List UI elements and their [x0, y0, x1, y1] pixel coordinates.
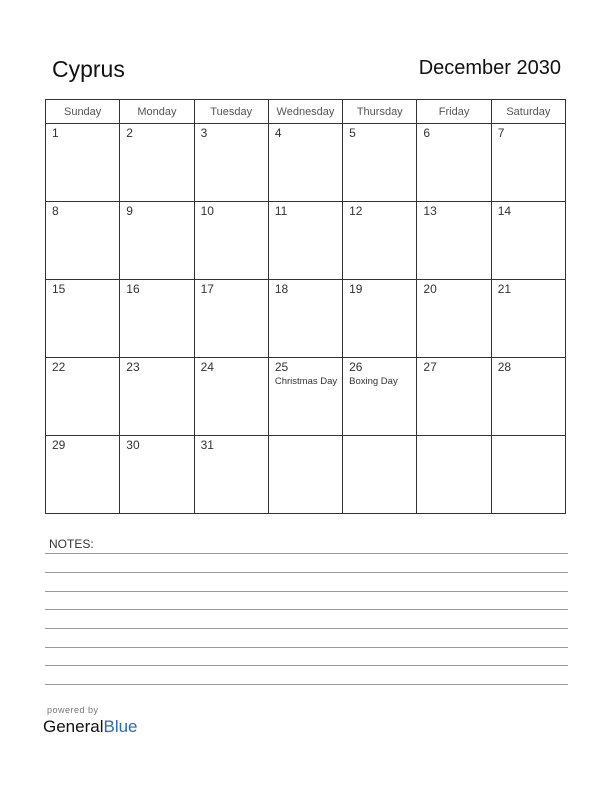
weekday-tuesday: Tuesday: [194, 100, 268, 124]
calendar-day-cell: [491, 358, 565, 436]
day-number: 31: [200, 438, 214, 452]
weekday-monday: Monday: [120, 100, 194, 124]
notes-label: NOTES:: [49, 537, 94, 551]
note-line: [45, 647, 568, 648]
day-number: 9: [126, 204, 133, 218]
day-number: 26: [349, 360, 363, 374]
calendar-day-cell: [491, 202, 565, 280]
note-line: [45, 553, 568, 554]
day-number: 30: [126, 438, 140, 452]
day-number: 10: [200, 204, 214, 218]
day-number: 27: [423, 360, 437, 374]
day-number: 20: [423, 282, 437, 296]
calendar-day-cell: [194, 280, 268, 358]
calendar-day-cell: [120, 436, 194, 514]
day-number: 6: [423, 126, 431, 140]
calendar-day-cell: [46, 358, 120, 436]
calendar-day-cell: [46, 280, 120, 358]
calendar-week-row: [46, 358, 566, 436]
calendar-day-cell: [343, 202, 417, 280]
day-number: 5: [349, 126, 356, 140]
day-number: 21: [497, 282, 512, 296]
day-number: 15: [52, 282, 66, 296]
brand-part-blue: Blue: [103, 717, 138, 736]
day-number: 25: [274, 360, 289, 374]
calendar-day-cell: [491, 436, 565, 514]
calendar-week-row: [46, 124, 566, 202]
calendar-day-cell: [194, 358, 268, 436]
calendar-day-cell: [268, 358, 342, 436]
day-number: 22: [52, 360, 66, 374]
month-year-title: December 2030: [418, 57, 561, 79]
weekday-friday: Friday: [417, 100, 491, 124]
calendar-day-cell: [343, 436, 417, 514]
calendar-day-cell: [268, 202, 342, 280]
calendar-body: [46, 124, 566, 514]
day-number: 1: [52, 126, 59, 140]
day-number: 23: [126, 360, 140, 374]
weekday-header-row: [46, 100, 566, 124]
note-line: [45, 628, 568, 629]
calendar-day-cell: [120, 358, 194, 436]
day-number: 14: [497, 204, 512, 218]
day-number: 8: [52, 204, 59, 218]
day-number: 4: [274, 126, 282, 140]
weekday-saturday: Saturday: [491, 100, 565, 124]
calendar-day-cell: [491, 124, 565, 202]
holiday-label: Christmas Day: [274, 376, 338, 387]
calendar-week-row: [46, 280, 566, 358]
calendar-day-cell: [343, 124, 417, 202]
day-number: 18: [274, 282, 289, 296]
calendar-day-cell: [194, 124, 268, 202]
calendar-week-row: [46, 202, 566, 280]
calendar-day-cell: [491, 280, 565, 358]
calendar-day-cell: [194, 436, 268, 514]
calendar-day-cell: [417, 280, 491, 358]
calendar-day-cell: [417, 436, 491, 514]
calendar-day-cell: [46, 436, 120, 514]
weekday-wednesday: Wednesday: [268, 100, 342, 124]
calendar-day-cell: [120, 280, 194, 358]
country-title: Cyprus: [52, 56, 125, 82]
brand-logo: [43, 717, 138, 737]
powered-by-text: powered by: [47, 705, 99, 715]
calendar-week-row: [46, 436, 566, 514]
note-line: [45, 591, 568, 592]
calendar-day-cell: [120, 124, 194, 202]
day-number: 24: [200, 360, 214, 374]
calendar-day-cell: [417, 358, 491, 436]
calendar-day-cell: [268, 280, 342, 358]
weekday-thursday: Thursday: [343, 100, 417, 124]
calendar-day-cell: [343, 358, 417, 436]
day-number: 17: [200, 282, 214, 296]
day-number: 28: [497, 360, 512, 374]
day-number: 16: [126, 282, 140, 296]
day-number: 13: [423, 204, 437, 218]
day-number: 29: [52, 438, 66, 452]
calendar-grid: [45, 99, 566, 514]
holiday-label: Boxing Day: [349, 376, 398, 387]
calendar-day-cell: [343, 280, 417, 358]
day-number: 3: [200, 126, 208, 140]
brand-part-general: General: [43, 717, 104, 736]
calendar-day-cell: [46, 202, 120, 280]
day-number: 2: [126, 126, 133, 140]
note-line: [45, 609, 568, 610]
calendar-day-cell: [194, 202, 268, 280]
day-number: 19: [349, 282, 363, 296]
calendar-day-cell: [417, 124, 491, 202]
note-line: [45, 572, 568, 573]
calendar-day-cell: [268, 124, 342, 202]
calendar-day-cell: [120, 202, 194, 280]
calendar-day-cell: [268, 436, 342, 514]
note-line: [45, 665, 568, 666]
day-number: 12: [349, 204, 363, 218]
calendar-day-cell: [417, 202, 491, 280]
note-line: [45, 684, 568, 685]
weekday-sunday: Sunday: [46, 100, 120, 124]
calendar-day-cell: [46, 124, 120, 202]
day-number: 11: [274, 204, 288, 218]
day-number: 7: [497, 126, 505, 140]
